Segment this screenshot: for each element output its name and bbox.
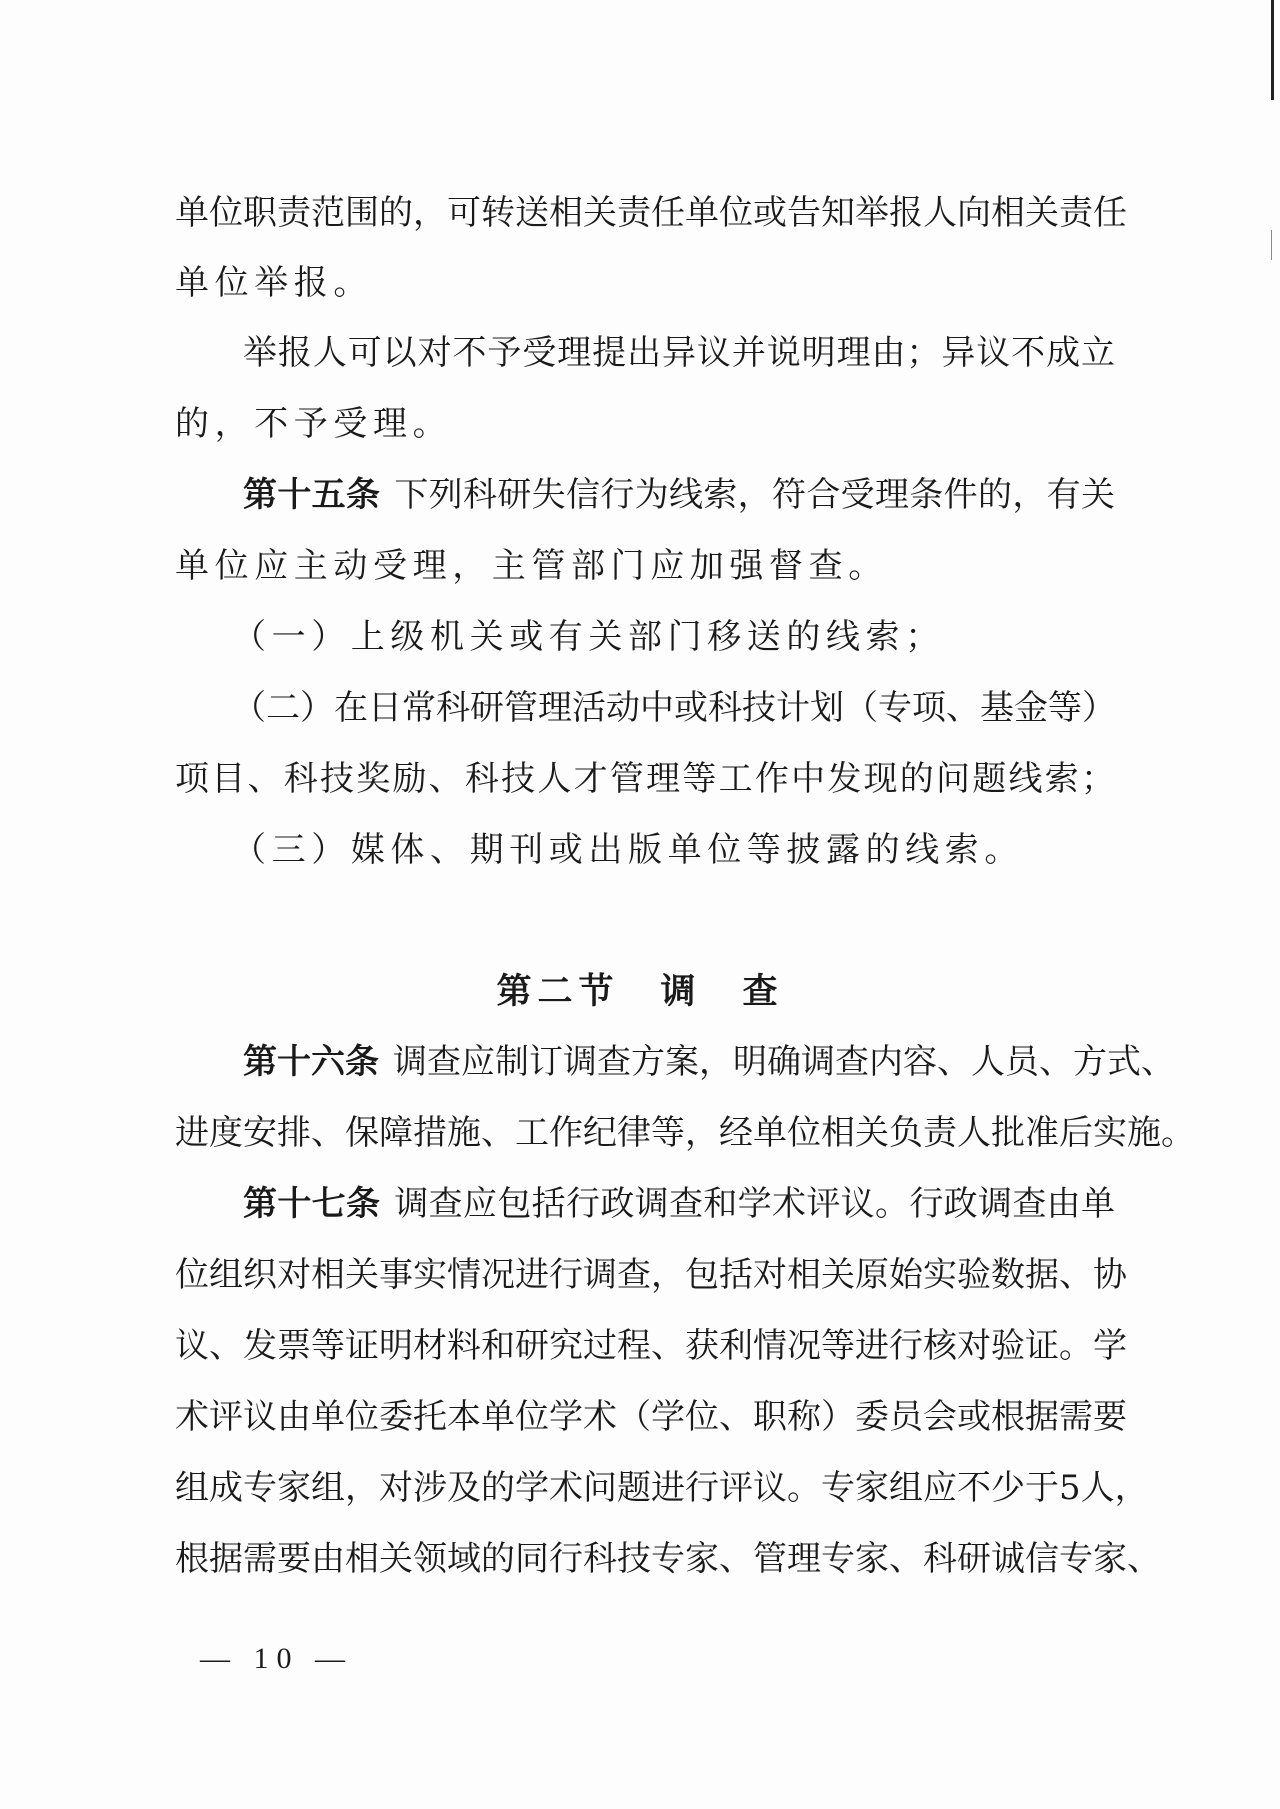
text-line: 的，不予受理。 [175,404,453,444]
article-16-line [243,1042,1175,1082]
scan-edge-mark-minor [1271,230,1272,260]
section-title: 第二节 调 查 [496,971,784,1012]
list-item: （三）媒体、期刊或出版单位等披露的线索。 [232,830,1024,870]
article-15-line [243,475,1116,515]
scan-edge-mark [1271,0,1274,100]
page-number: — 10 — [200,1642,353,1675]
article-17-line [243,1184,1116,1224]
list-item: （一）上级机关或有关部门移送的线索； [232,617,945,657]
article-text: 调查应包括行政调查和学术评议。行政调查由单 [394,1184,1116,1224]
text-line: 组成专家组，对涉及的学术问题进行评议。专家组应不少于5人， [175,1468,1149,1508]
article-number: 第十七条 [243,1184,381,1224]
text-line: 位组织对相关事实情况进行调查，包括对相关原始实验数据、协 [175,1255,1127,1295]
list-item: （二）在日常科研管理活动中或科技计划（专项、基金等） [232,688,1116,728]
text-line: 进度安排、保障措施、工作纪律等，经单位相关负责人批准后实施。 [175,1113,1195,1153]
text-line: 单位应主动受理，主管部门应加强督查。 [175,546,888,586]
article-number: 第十六条 [243,1042,379,1082]
text-line: 单位职责范围的，可转送相关责任单位或告知举报人向相关责任 [175,193,1127,233]
text-line: 举报人可以对不予受理提出异议并说明理由；异议不成立 [243,333,1115,373]
article-number: 第十五条 [243,475,381,515]
text-line: 术评议由单位委托本单位学术（学位、职称）委员会或根据需要 [175,1397,1127,1437]
text-line: 根据需要由相关领域的同行科技专家、管理专家、科研诚信专家、 [175,1539,1161,1579]
text-line: 项目、科技奖励、科技人才管理等工作中发现的问题线索； [175,759,1115,799]
article-text: 下列科研失信行为线索，符合受理条件的，有关 [394,475,1116,515]
text-line: 单位举报。 [175,263,373,303]
article-text: 调查应制订调查方案，明确调查内容、人员、方式、 [393,1042,1175,1082]
text-line: 议、发票等证明材料和研究过程、获利情况等进行核对验证。学 [175,1326,1127,1366]
